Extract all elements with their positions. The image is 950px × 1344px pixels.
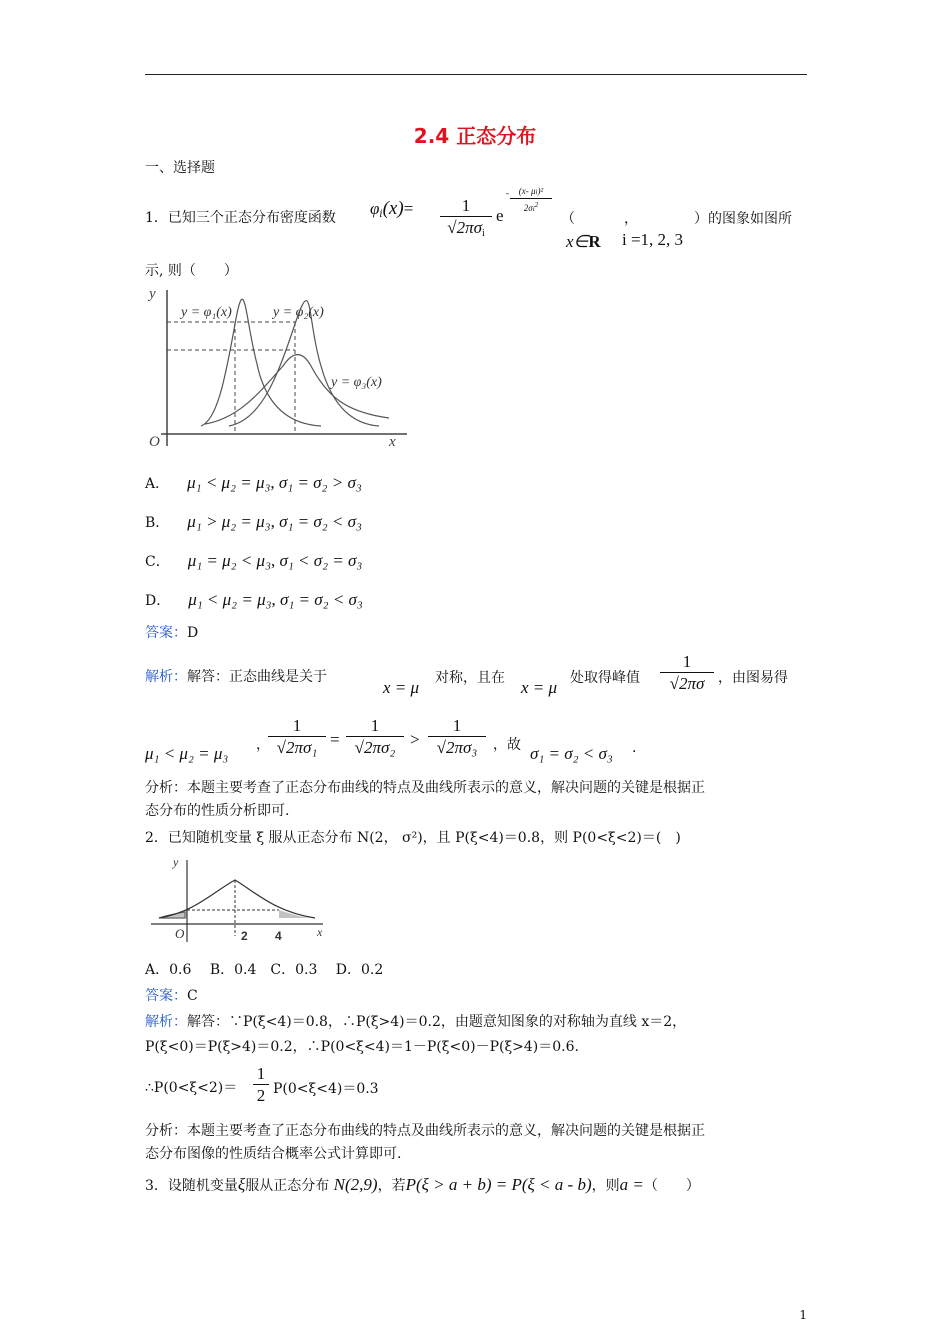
q1-index: i =1, 2, 3 (622, 230, 684, 249)
q1-stem-line2: 示, 则（ ） (145, 263, 238, 279)
q1-fenxi-1: 分析：本题主要考查了正态分布曲线的特点及曲线所表示的意义，解决问题的关键是根据正 (145, 780, 705, 796)
q2-stem: 2．已知随机变量 ξ 服从正态分布 N(2， σ²)，且 P(ξ<4)＝0.8，则 P(0<ξ<2)＝( ) (145, 830, 681, 846)
q1-text-after: ）的图象如图所 (694, 211, 792, 227)
q1-formula-exponent: - (506, 188, 509, 198)
q1-analysis-b: 对称，且在 (435, 670, 505, 686)
q1-analysis-comma: ， (256, 737, 270, 753)
q1-formula-fraction: 1 $√2\pi\sigma_i$ (440, 196, 492, 245)
q2-half-fraction: 1 2 (253, 1064, 269, 1107)
q3-stem: 3．设随机变量ξ服从正态分布 N(2,9)，若P(ξ > a + b) = P(ξ < a - b)，则a =（ ） (145, 1175, 700, 1194)
q1-gt-sign: > (410, 730, 420, 749)
q1-analysis-d: ，由图易得 (718, 670, 788, 686)
q1-stem (145, 208, 336, 228)
q2-tick-4: 4 (275, 929, 282, 943)
q1-option-a: A． μ₁ < μ₂ = μ₃, σ₁ = σ₂ > σ₃ (145, 473, 362, 492)
q1-frac-3: 1 √2πσ₃ (428, 716, 486, 759)
q1-option-b: B． μ₁ > μ₂ = μ₃, σ₁ = σ₂ < σ₃ (145, 512, 362, 531)
q2-fenxi-2: 态分布图像的性质结合概率公式计算即可. (145, 1146, 402, 1162)
q1-analysis-c: 处取得峰值 (570, 670, 640, 686)
q2-analysis-2: P(ξ<0)＝P(ξ>4)＝0.2，∴P(0<ξ<4)＝1－P(ξ<0)－P(ξ>4)＝0.6. (145, 1039, 579, 1055)
q1-comma: ， (624, 211, 638, 227)
q2-analysis-3b: P(0<ξ<4)＝0.3 (273, 1081, 379, 1097)
q1-analysis-mu: μ₁ < μ₂ = μ₃ (145, 744, 229, 763)
q1-xlabel: x (389, 434, 396, 450)
q1-option-c: C． μ₁ = μ₂ < μ₃, σ₁ < σ₂ = σ₃ (145, 551, 363, 570)
q1-frac-2: 1 √2πσ₂ (346, 716, 404, 759)
q1-exponent-fraction: (x- μi)² $2\sigma i^2$ (510, 186, 552, 215)
q1-analysis-xmu-2: x = μ (521, 678, 558, 697)
q2-answer: 答案：C (145, 988, 198, 1004)
q1-analysis-period: . (632, 740, 637, 756)
q1-option-d: D． μ₁ < μ₂ = μ₃, σ₁ = σ₂ < σ₃ (145, 590, 363, 609)
q1-paren-open: （ (561, 211, 575, 227)
q2-options: A．0.6 B．0.4 C．0.3 D．0.2 (145, 962, 384, 978)
q1-frac-1: 1 √2πσ₁ (268, 716, 326, 759)
q1-domain: x∈R (566, 232, 601, 251)
q1-eq-sign: = (330, 730, 340, 749)
q2-analysis-1: 解析：解答：∵P(ξ<4)＝0.8，∴P(ξ>4)＝0.2，由题意知图象的对称轴为直线 x＝2， (145, 1014, 687, 1030)
q1-text-before: 1．已知三个正态分布密度函数 (145, 210, 336, 226)
q1-density-formula: $\varphi_i(x)=$ (370, 198, 414, 220)
page-title: 2.4 正态分布 (413, 124, 537, 148)
q1-peak-fraction: 1 √2πσ (660, 652, 714, 695)
q2-analysis-3: ∴P(0<ξ<2)＝ (145, 1080, 238, 1096)
q1-analysis-xmu-1: x = μ (383, 678, 420, 697)
q1-graph (145, 284, 415, 456)
q1-answer: 答案：D (145, 625, 199, 641)
q2-ylabel: y (173, 855, 179, 869)
q2-origin: O (175, 926, 185, 941)
section-heading: 一、选择题 (145, 160, 215, 176)
q1-analysis-sigma: σ₁ = σ₂ < σ₃ (530, 744, 613, 763)
q1-fenxi-2: 态分布的性质分析即可. (145, 803, 290, 819)
q1-curve-label-1: y = φ₁(x) (181, 305, 232, 320)
q2-tick-2: 2 (241, 929, 248, 943)
q1-analysis-1: 解析：解答：正态曲线是关于 (145, 669, 327, 685)
q1-formula-e: e (496, 206, 504, 225)
q1-origin: O (149, 434, 160, 450)
header-rule (145, 74, 807, 75)
q2-xlabel: x (317, 925, 323, 939)
q1-ylabel: y (149, 286, 156, 302)
q2-graph (145, 852, 335, 944)
q2-fenxi-1: 分析：本题主要考查了正态分布曲线的特点及曲线所表示的意义，解决问题的关键是根据正 (145, 1123, 705, 1139)
q1-curve-label-3: y = φ₃(x) (331, 375, 382, 390)
page-number: 1 (799, 1308, 807, 1322)
q1-curve-label-2: y = φ₂(x) (273, 305, 324, 320)
q1-analysis-gu: ，故 (493, 737, 521, 753)
